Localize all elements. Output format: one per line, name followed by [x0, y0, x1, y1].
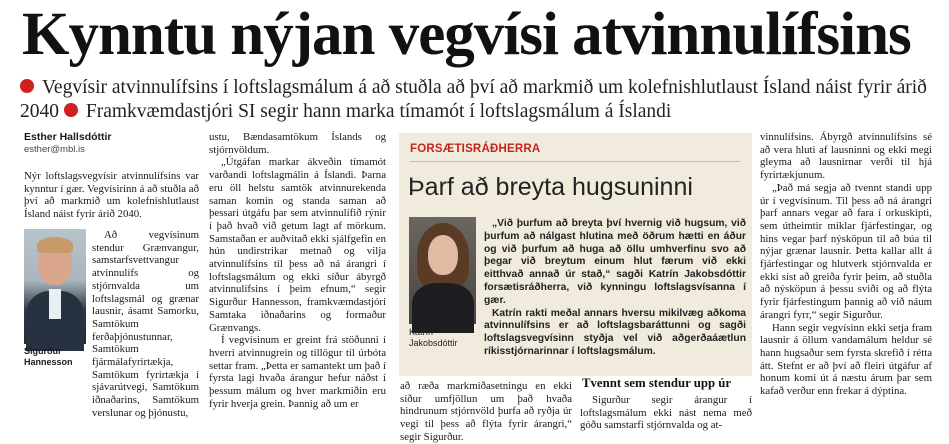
column-5 — [760, 131, 932, 398]
paragraph: Hann segir vegvísinn ekki setja fram lausnir á öllum vandamálum heldur sé hann hugsaður sem fyrsta skrefið í rétta átt. Stefnt er að því að fleiri útgáfur af honum komi út á næstu árum þar sem kafað verður enn frekar á dýptina. — [760, 321, 932, 398]
subheadline — [20, 76, 935, 124]
paragraph: Sigurður segir árangur í loftslagsmálum ekki nást nema með góðu samstarfi stjórnvalda og at- — [580, 394, 752, 432]
paragraph: Að vegvísinum stendur Grænvangur, samstarfsvettvangur atvinnulífs og stjórnvalda um loftslagsmál og grænar lausnir, ásamt Samorku, Samtökum ferðaþjónustunnar, Samtökum fjármálafyrirtækja, Samtökum fyrirtækja í sjávarútvegi, Samtökum iðnaðarins, Samtökum verslunar og þjónustu, — [92, 229, 199, 419]
column-2 — [209, 131, 386, 410]
paragraph: Nýr loftslagsvegvísir atvinnulífsins var kynntur í gær. Vegvísirinn á að stuðla að því að markmið um kolefnishlutlaust Ísland náist fyrir árið 2040. — [24, 170, 199, 221]
author-email[interactable]: esther@mbl.is — [24, 144, 85, 155]
box-text — [484, 218, 746, 359]
headline: Kynntu nýjan vegvísi atvinnulífsins — [22, 1, 911, 68]
section-subtitle: Tvennt sem stendur upp úr — [582, 376, 732, 390]
portrait-katrin — [409, 217, 476, 324]
column-1-intro — [24, 170, 199, 221]
column-1-body — [92, 229, 199, 420]
paragraph: „Útgáfan markar ákveðin tímamót varðandi loftslagmálin á Íslandi. Þarna eru öll helstu samtök atvinnurekenda saman komin og standa saman að þessari útgáfu þar sem atvinnulífið rýnir í það hvað við getum lagt af mörkum. Samstaðan er auðvitað ekki sjálfgefin en hún undirstrikar metnað og vilja atvinnulífsins til þess að ná árangri í loftslagsmálum og ekki síður ábyrgð atvinnulífsins í þeim efnum,“ segir Sigurður Hannesson, framkvæmdastjóri Samtaka iðnaðarins og formaður Grænvangs. — [209, 156, 386, 334]
paragraph: að ræða markmiðasetningu en ekki síður umfjöllun um það hvaða hindrunum stjórnvöld þurfa að ryðja úr vegi til þess að flýta fyrir árangri,“ segir Sigurður. — [400, 380, 572, 443]
subhead-part2: Framkvæmdastjóri SI segir hann marka tímamót í loftslagsmálum á Íslandi — [85, 101, 672, 122]
byline — [24, 131, 199, 156]
photo-caption-katrin: Katrín Jakobsdóttir — [409, 327, 458, 348]
paragraph: Í vegvísinum er greint frá stöðunni í hverri atvinnugrein og tillögur til úrbóta settar fram. „Þetta er samantekt um það í fyrsta lagi hvaða árangur hefur náðst í þessum málum og hver markmiðin eru fyrir hverja grein. Þannig að um er — [209, 334, 386, 410]
column-3-bottom — [400, 380, 572, 444]
column-4-bottom — [580, 394, 752, 432]
paragraph: Katrín rakti meðal annars hversu mikilvæg aðkoma atvinnulífsins er að loftslagsbaráttunni og sagði loftslagsvegvísinn styðja vel við aðgerðaáætlun ríkisstjórnarinnar í loftslagsmálum. — [484, 307, 746, 357]
paragraph: „Við þurfum að breyta því hvernig við hugsum, við þurfum að nálgast hlutina með öðrum hætti en áður og við þurfum að huga að öllu umhverfinu svo að þegar við breytum einum hlut færum við ekki eitthvað annað úr stað,“ sagði Katrín Jakobsdóttir forsætisráðherra, við kynningu loftslagsvísanna í gær. — [484, 218, 746, 306]
box-divider — [410, 161, 740, 162]
paragraph: ustu, Bændasamtökum Íslands og stjórnvöldum. — [209, 131, 386, 156]
box-kicker: FORSÆTISRÁÐHERRA — [410, 143, 541, 155]
paragraph: „Það má segja að tvennt standi upp úr í vegvísinum. Til þess að ná árangri þarf annars vegar að fara í orkuskipti, sem útheimtir miklar fjárfestingar, og hins vegar þarf nýsköpun til að búa til nýjar grænar lausnir. Þetta kallar allt á fjárfestingar og hlutverk stjórnvalda er ekki síst að greiða fyrir þeim, að stuðla að nýsköpun á þessu sviði og að flýta fyrir fjárfestingum þannig að við náum árangri fyrr,“ segir Sigurður. — [760, 181, 932, 321]
author-name: Esther Hallsdóttir — [24, 131, 112, 143]
red-bullet-icon — [64, 103, 78, 117]
photo-caption-sigurdur: Sigurður Hannesson — [24, 346, 73, 367]
portrait-sigurdur — [24, 229, 86, 344]
box-title: Þarf að breyta hugsuninni — [408, 173, 693, 201]
red-bullet-icon — [20, 79, 34, 93]
subhead-part1: Vegvísir atvinnulífsins í loftslagsmálum á að stuðla að því að markmið um kolefnishlutlaust Ísland náist fyrir árið 2040 — [20, 77, 927, 122]
paragraph: vinnulífsins. Ábyrgð atvinnulífsins sé að vera hluti af lausninni og ekki megi gleyma að lausnirnar verði til hjá fyrirtækjunum. — [760, 131, 932, 182]
